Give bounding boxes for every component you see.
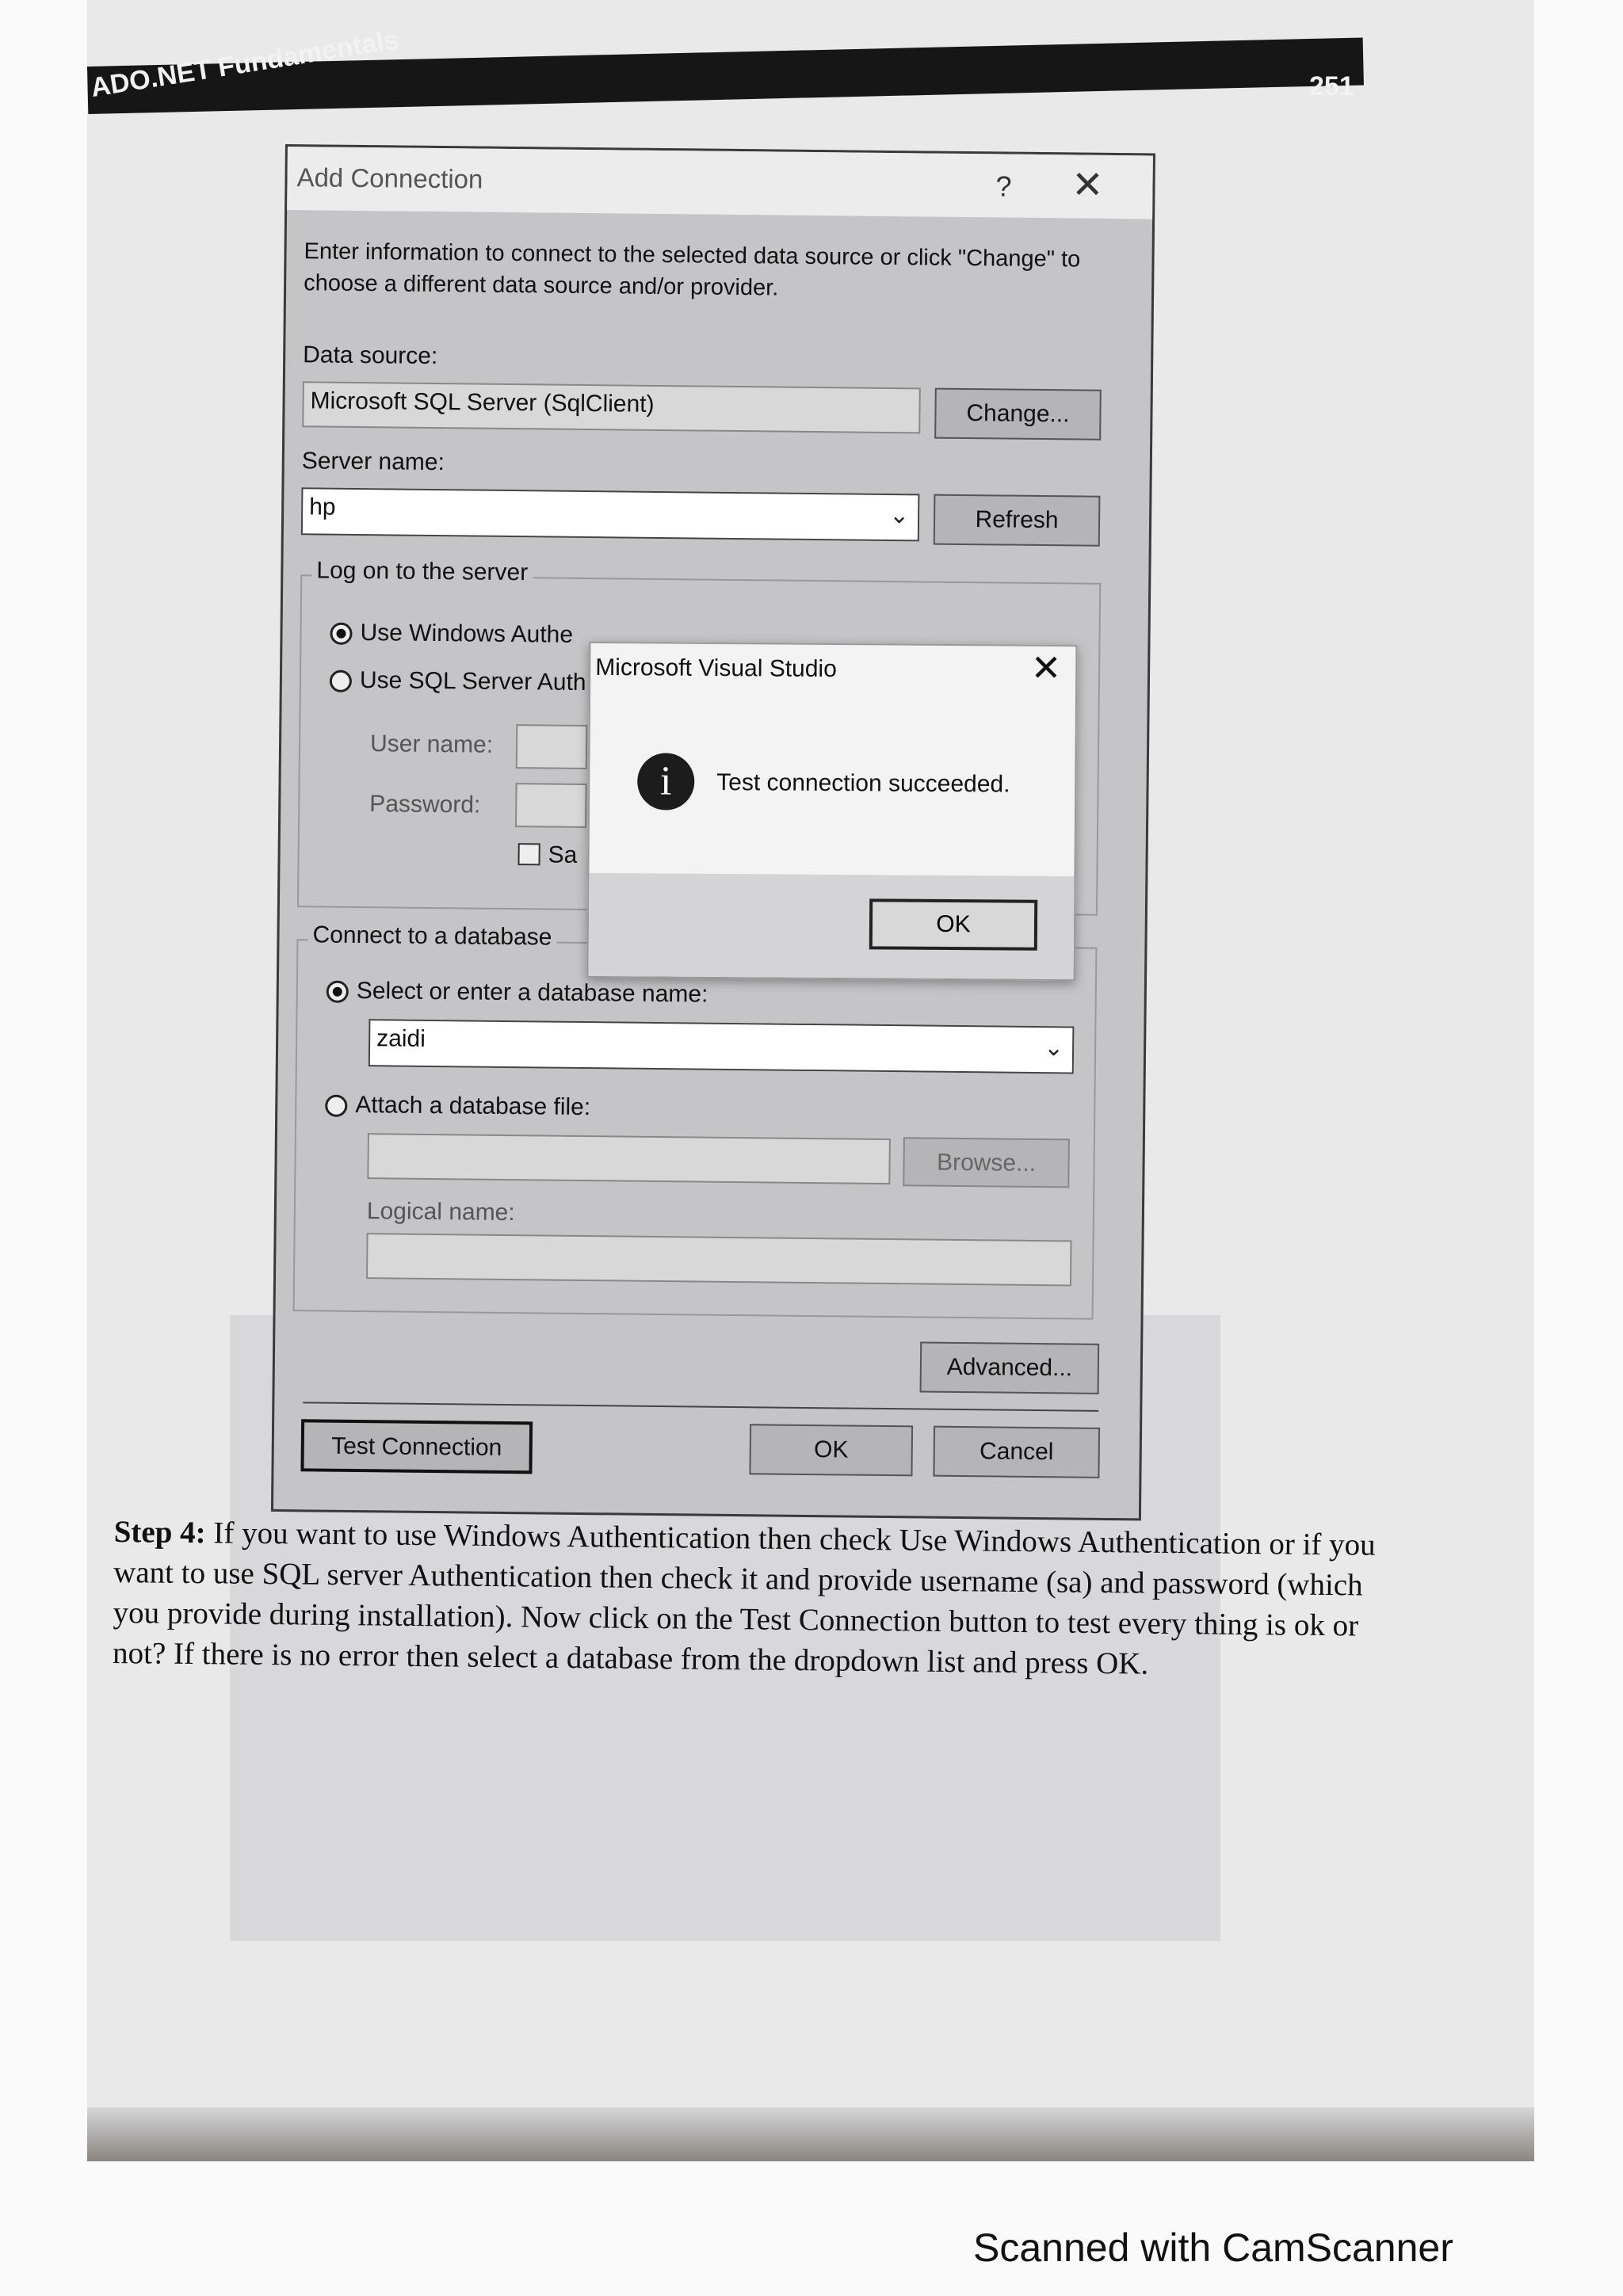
- dialog-instructions: Enter information to connect to the selected data source or click "Change" to choose a different data source and/or provider.: [303, 238, 1081, 301]
- save-password-label: Sa: [548, 841, 578, 868]
- header-title: ADO.NET Fundamentals: [88, 25, 401, 104]
- logical-name-label: Logical name:: [366, 1198, 515, 1226]
- cancel-button[interactable]: Cancel: [933, 1426, 1100, 1478]
- server-name-combobox[interactable]: [301, 487, 920, 541]
- message-ok-button[interactable]: OK: [869, 898, 1037, 950]
- help-icon[interactable]: ?: [995, 170, 1012, 203]
- select-db-radio[interactable]: [327, 981, 349, 1003]
- info-icon: i: [637, 753, 695, 810]
- message-box: [587, 642, 1078, 981]
- password-label: Password:: [369, 791, 481, 818]
- server-name-label: Server name:: [301, 448, 445, 476]
- test-connection-button[interactable]: Test Connection: [300, 1419, 533, 1474]
- chevron-down-icon[interactable]: ⌄: [888, 502, 910, 529]
- database-name-combobox[interactable]: [369, 1019, 1075, 1074]
- save-password-checkbox[interactable]: [517, 843, 540, 865]
- page-number: 251: [1309, 71, 1354, 101]
- dialog-title: Add Connection: [296, 162, 483, 194]
- scanner-watermark: Scanned with CamScanner: [973, 2225, 1453, 2270]
- step-text: If you want to use Windows Authentication then check Use Windows Authentication or if you want to use SQL server Authentication then check it and provide username (sa) and password (which you provide during installation). Now click on the Test Connection button to test every thing is ok or not? If there is no error then select a database from the dropdown list and press OK.: [112, 1516, 1376, 1681]
- user-name-field[interactable]: [516, 724, 588, 769]
- change-button[interactable]: Change...: [934, 388, 1102, 441]
- data-source-label: Data source:: [303, 341, 438, 370]
- attach-db-radio[interactable]: [325, 1095, 347, 1117]
- chevron-down-icon[interactable]: ⌄: [1043, 1035, 1064, 1062]
- close-icon[interactable]: ✕: [1030, 646, 1062, 689]
- data-source-field[interactable]: Microsoft SQL Server (SqlClient): [302, 381, 921, 433]
- logical-name-field[interactable]: [366, 1233, 1072, 1286]
- password-field[interactable]: [515, 783, 587, 828]
- close-icon[interactable]: ✕: [1071, 164, 1104, 207]
- database-group-label: Connect to a database: [307, 921, 556, 951]
- select-db-label: Select or enter a database name:: [356, 978, 708, 1008]
- ok-button[interactable]: OK: [749, 1424, 913, 1476]
- message-text: Test connection succeeded.: [716, 769, 1010, 798]
- database-name-value: zaidi: [376, 1025, 426, 1052]
- message-box-title: Microsoft Visual Studio: [595, 654, 837, 683]
- attach-db-field[interactable]: [367, 1133, 891, 1184]
- dialog-separator: [303, 1402, 1098, 1412]
- step-paragraph: [113, 1512, 1392, 1687]
- page-shadow: [87, 2107, 1534, 2161]
- refresh-button[interactable]: Refresh: [934, 494, 1101, 547]
- server-name-value: hp: [309, 494, 336, 521]
- sql-auth-radio[interactable]: [330, 670, 352, 692]
- browse-button[interactable]: Browse...: [903, 1137, 1070, 1188]
- dialog-titlebar: [287, 147, 1153, 219]
- attach-db-label: Attach a database file:: [355, 1091, 591, 1121]
- step-label: Step 4:: [113, 1514, 206, 1550]
- advanced-button[interactable]: Advanced...: [920, 1341, 1100, 1394]
- logon-group-label: Log on to the server: [311, 557, 533, 586]
- user-name-label: User name:: [369, 730, 494, 758]
- sql-auth-label: Use SQL Server Auth: [359, 667, 586, 696]
- windows-auth-radio[interactable]: [330, 623, 352, 645]
- windows-auth-label: Use Windows Authe: [360, 620, 574, 648]
